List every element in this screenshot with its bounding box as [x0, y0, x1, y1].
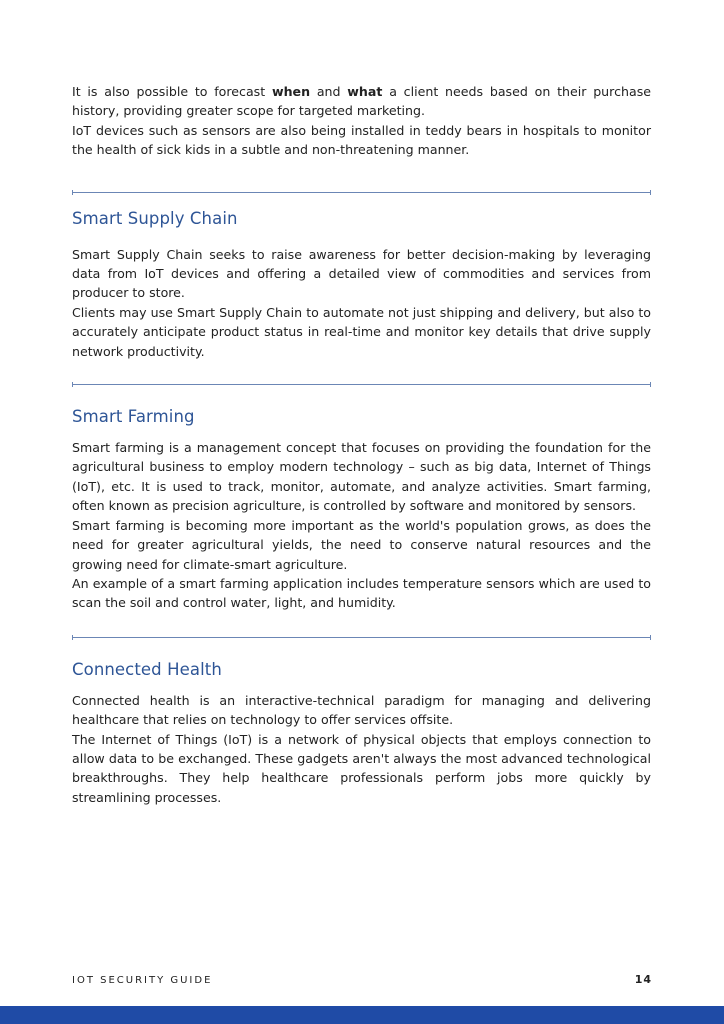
section-title: Connected Health [72, 659, 222, 679]
section-paragraph: Connected health is an interactive-technical paradigm for managing and delivering healthcare that relies on technology to offer services offsite. [72, 692, 651, 728]
footer-bar [0, 1006, 724, 1024]
section-paragraph: Smart farming is becoming more important as the world's population grows, as does the need for greater agricultural yields, the need to conserve natural resources and the growing need for climate-smart agriculture. [72, 517, 651, 572]
intro-block [72, 82, 651, 160]
section-divider [72, 192, 651, 193]
emphasis-when: when [271, 84, 311, 99]
section-smart-farming [72, 407, 651, 613]
section-title: Smart Farming [72, 407, 195, 427]
page-content [72, 82, 651, 807]
section-paragraph: Smart Supply Chain seeks to raise awareness for better decision-making by leveraging data from IoT devices and offering a detailed view of commodities and services from producer to store. [72, 246, 651, 301]
section-divider [72, 384, 651, 385]
intro-text: and [310, 84, 348, 99]
section-paragraph: The Internet of Things (IoT) is a network of physical objects that employs connection to allow data to be exchanged. These gadgets aren't always the most advanced technological breakthroughs. They help healthcare professionals perform jobs more quickly by streamlining processes. [72, 731, 651, 805]
section-connected-health [72, 660, 651, 807]
section-paragraph: Smart farming is a management concept that focuses on providing the foundation for the agricultural business to employ modern technology – such as big data, Internet of Things (IoT), etc. It is used to track, monitor, automate, and analyze activities. Smart farming, often known as precision agriculture, is controlled by software and monitored by sensors. [72, 440, 651, 514]
intro-text: a client needs based on their purchase history, providing greater scope for targeted marketing. [72, 84, 651, 119]
footer-page-number: 14 [634, 973, 652, 986]
intro-text: It is also possible to forecast [72, 84, 272, 99]
emphasis-what: what [347, 84, 383, 99]
intro-paragraph-2: IoT devices such as sensors are also being installed in teddy bears in hospitals to monitor the health of sick kids in a subtle and non-threatening manner. [72, 122, 651, 158]
section-title: Smart Supply Chain [72, 208, 238, 228]
section-paragraph: Clients may use Smart Supply Chain to automate not just shipping and delivery, but also to accurately anticipate product status in real-time and monitor key details that drive supply network productivity. [72, 304, 651, 359]
intro-paragraph-1 [72, 82, 651, 121]
footer-document-title: IOT SECURITY GUIDE [72, 975, 213, 986]
section-smart-supply-chain [72, 209, 651, 361]
section-paragraph: An example of a smart farming application includes temperature sensors which are used to scan the soil and control water, light, and humidity. [72, 575, 651, 611]
section-divider [72, 637, 651, 638]
